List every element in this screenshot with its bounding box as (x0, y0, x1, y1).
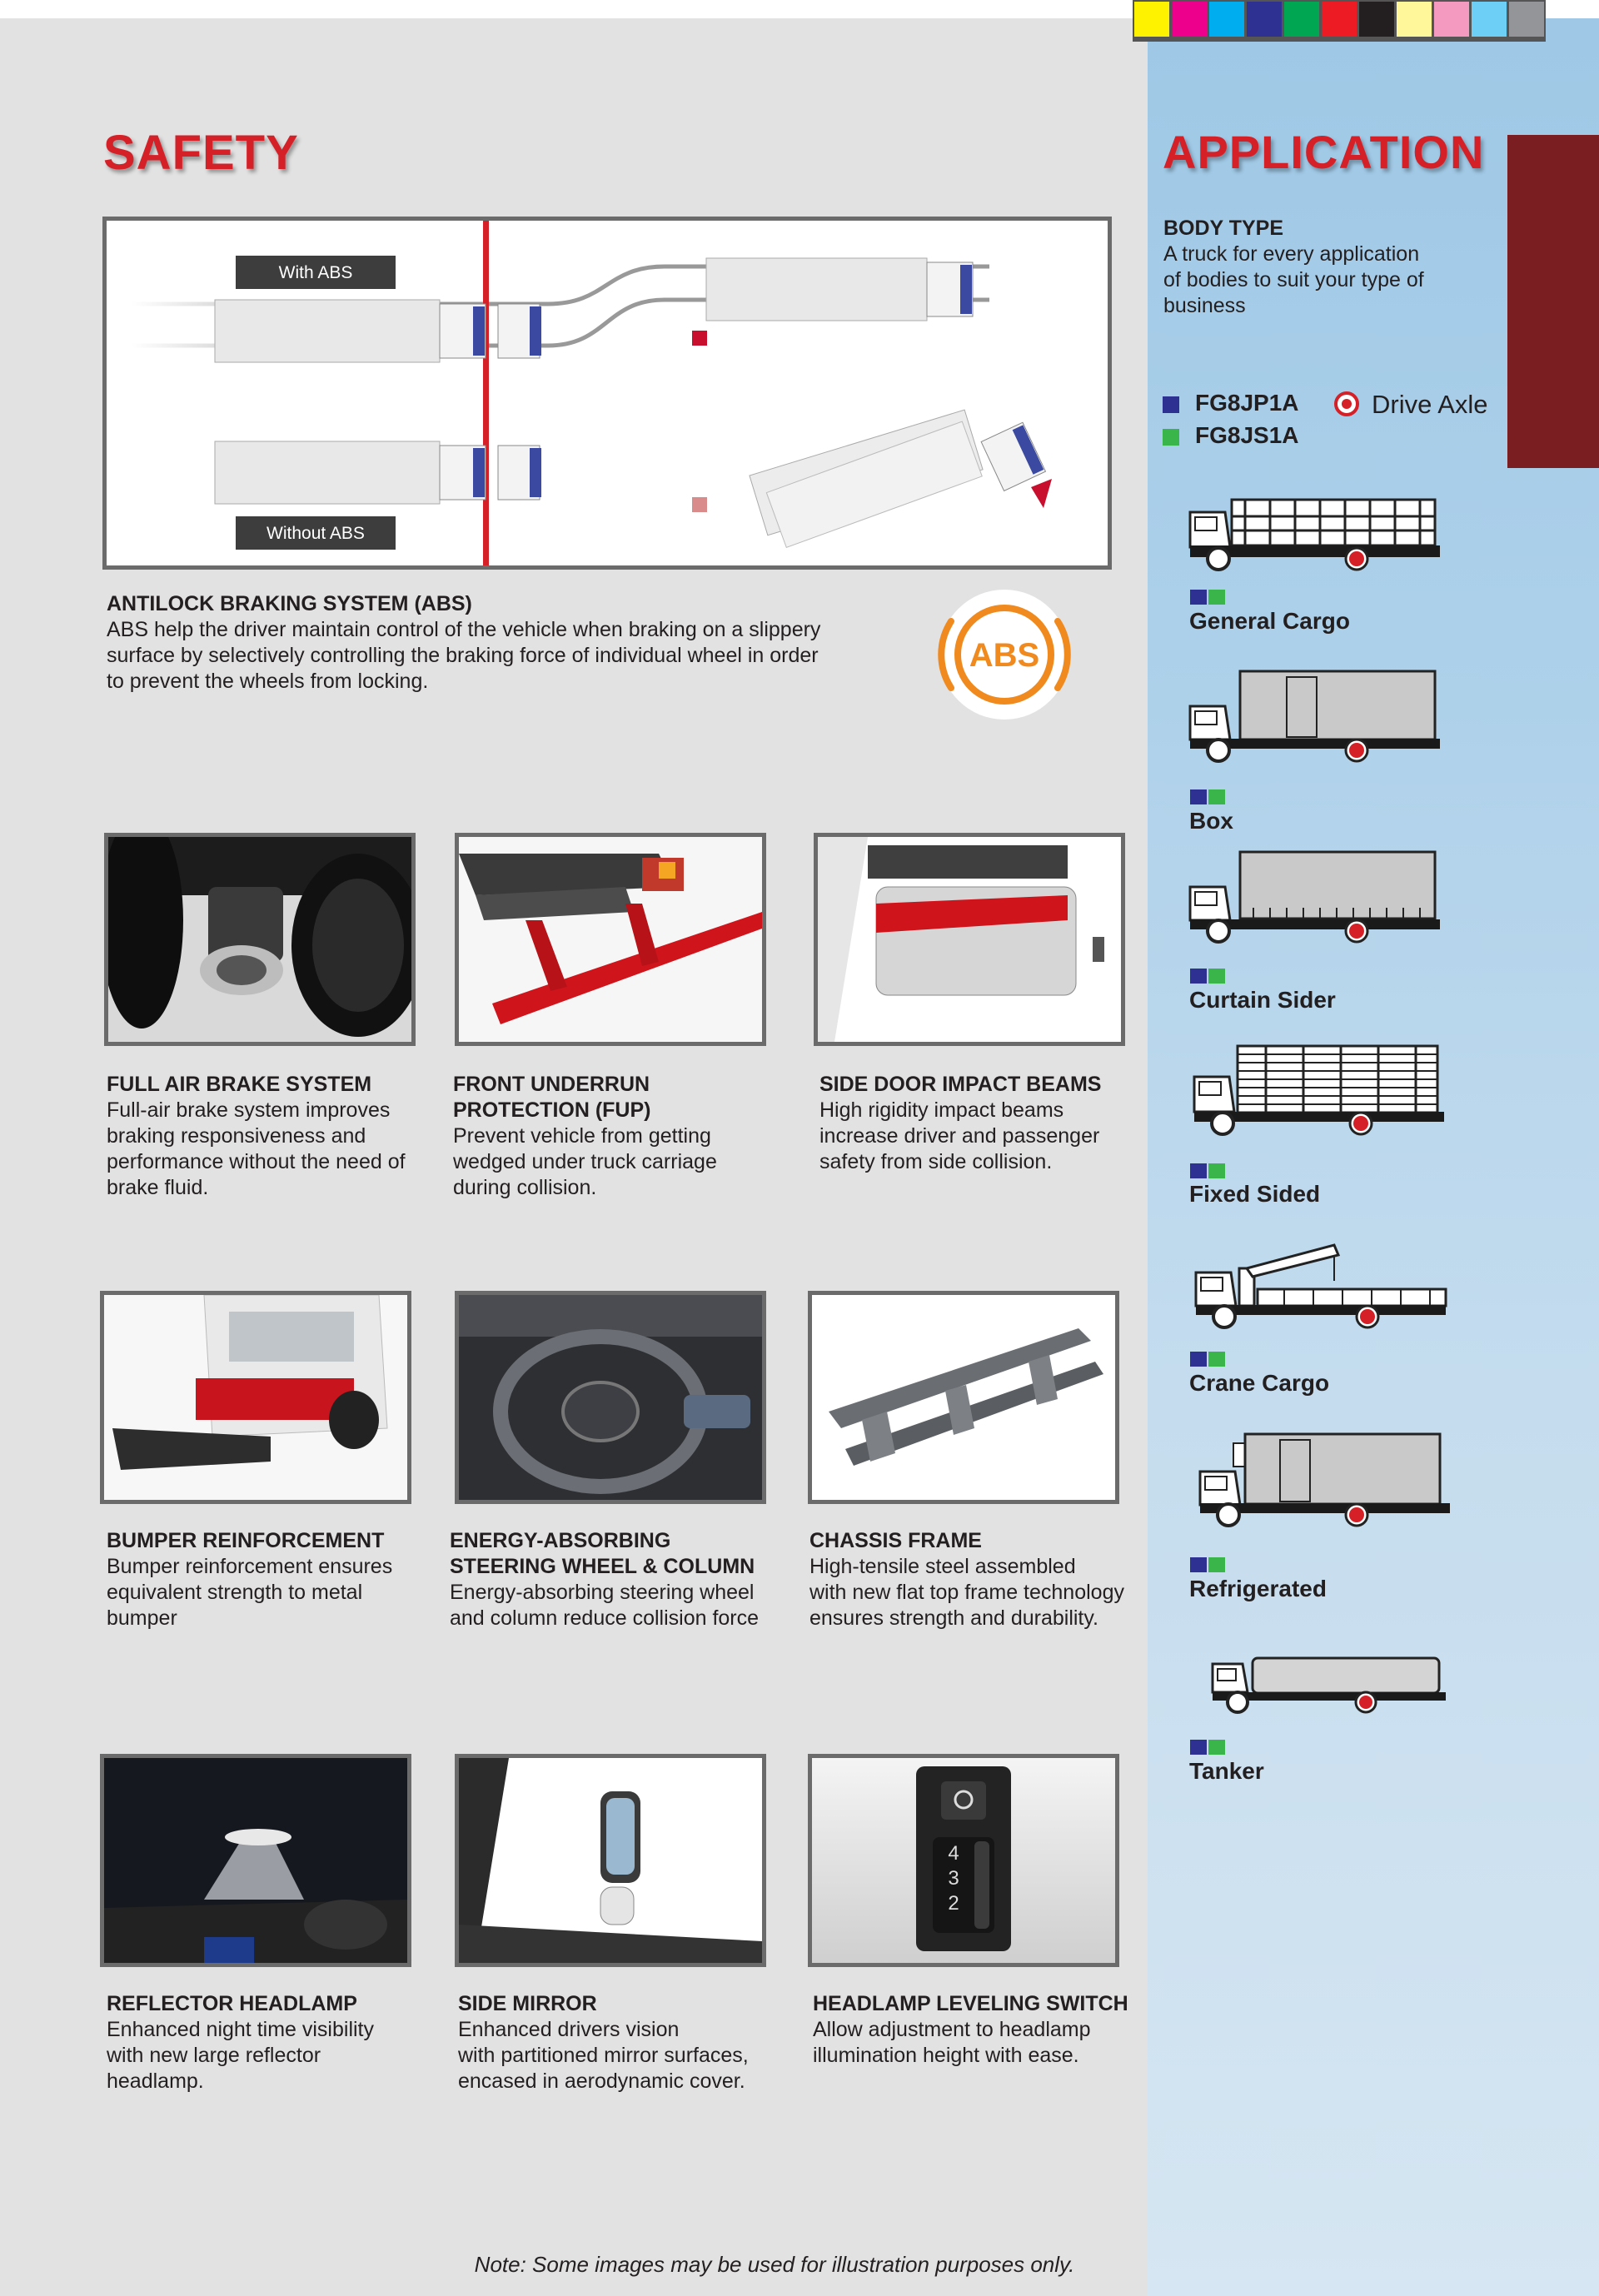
color-swatch (1434, 2, 1469, 37)
feature-title-fup: FRONT UNDERRUN (453, 1073, 650, 1096)
abs-badge-icon (931, 588, 1078, 721)
fg8jp1a-availability (1190, 789, 1207, 804)
color-swatch (1472, 2, 1507, 37)
body-type-line: of bodies to suit your type of (1163, 268, 1424, 291)
color-swatch (1509, 2, 1544, 37)
truck-top-2 (498, 304, 541, 358)
fg8js1a-availability (1208, 789, 1225, 804)
fg8jp1a-legend-label: FG8JP1A (1195, 390, 1299, 416)
truck-bottom-1 (215, 441, 486, 504)
refrigerated-truck-icon (1197, 1430, 1455, 1538)
feature-text: Enhanced night time visibility (107, 2018, 374, 2041)
fg8js1a-availability (1208, 1163, 1225, 1178)
general-cargo-truck-icon (1187, 496, 1445, 579)
full-air-brake-photo (104, 833, 416, 1046)
switch-number: 3 (948, 1867, 959, 1890)
feature-text: encased in aerodynamic cover. (458, 2069, 745, 2093)
feature-text: Prevent vehicle from getting (453, 1124, 711, 1148)
body-type-label: Crane Cargo (1189, 1370, 1330, 1396)
fg8js1a-availability (1208, 969, 1225, 984)
feature-text: Bumper reinforcement ensures (107, 1555, 393, 1578)
chassis-frame-photo (808, 1291, 1119, 1504)
feature-title-bumper: BUMPER REINFORCEMENT (107, 1529, 385, 1552)
feature-text: Enhanced drivers vision (458, 2018, 680, 2041)
with-abs-label: With ABS (278, 263, 353, 282)
front-underrun-photo (455, 833, 766, 1046)
disclaimer-note: Note: Some images may be used for illustration purposes only. (474, 2252, 1075, 2277)
curtain-sider-truck-icon (1187, 849, 1445, 954)
fg8js1a-legend-swatch (1163, 429, 1179, 446)
fg8js1a-availability (1208, 590, 1225, 605)
switch-number: 2 (948, 1892, 959, 1915)
body-type-line: A truck for every application (1163, 242, 1420, 266)
feature-text: wedged under truck carriage (453, 1150, 717, 1173)
feature-title-side-mirror: SIDE MIRROR (458, 1992, 597, 2015)
fg8jp1a-legend-swatch (1163, 396, 1179, 413)
feature-title-full-air-brake: FULL AIR BRAKE SYSTEM (107, 1073, 372, 1096)
drive-axle-label: Drive Axle (1372, 390, 1488, 419)
feature-text: ensures strength and durability. (809, 1606, 1098, 1630)
fg8js1a-availability (1208, 1352, 1225, 1367)
fixed-sided-truck-icon (1191, 1043, 1449, 1148)
crane-cargo-truck-icon (1193, 1243, 1451, 1339)
abs-title: ANTILOCK BRAKING SYSTEM (ABS) (107, 592, 472, 615)
body-type-label: Box (1189, 808, 1233, 834)
truck-top-1 (215, 300, 486, 362)
side-door-impact-photo (814, 833, 1125, 1046)
reflector-headlamp-photo (100, 1754, 411, 1967)
feature-title-fup-2: PROTECTION (FUP) (453, 1098, 651, 1122)
feature-title-headlamp-leveling: HEADLAMP LEVELING SWITCH (813, 1992, 1128, 2015)
body-type-heading: BODY TYPE (1163, 217, 1284, 240)
fg8js1a-availability (1208, 1740, 1225, 1755)
color-swatch (1172, 2, 1207, 37)
color-swatch (1397, 2, 1432, 37)
truck-bottom-2 (498, 446, 541, 500)
feature-text: High-tensile steel assembled (809, 1555, 1076, 1578)
feature-text: headlamp. (107, 2069, 204, 2093)
feature-text: with partitioned mirror surfaces, (458, 2044, 749, 2067)
feature-text: and column reduce collision force (450, 1606, 760, 1630)
application-title: APPLICATION (1163, 126, 1485, 178)
color-swatch (1359, 2, 1394, 37)
abs-line-1: ABS help the driver maintain control of the vehicle when braking on a slippery (107, 618, 821, 641)
side-mirror-photo (455, 1754, 766, 1967)
body-type-label: Fixed Sided (1189, 1181, 1321, 1207)
steering-wheel-photo (455, 1291, 766, 1504)
fg8jp1a-availability (1190, 1557, 1207, 1572)
headlamp-leveling-switch-photo (808, 1754, 1119, 1967)
body-type-label: Tanker (1189, 1758, 1264, 1784)
feature-text: Full-air brake system improves (107, 1098, 391, 1122)
body-type-label: General Cargo (1189, 608, 1350, 634)
safety-title: SAFETY (103, 126, 299, 180)
feature-text: bumper (107, 1606, 177, 1630)
feature-text: High rigidity impact beams (819, 1098, 1064, 1122)
feature-text: braking responsiveness and (107, 1124, 366, 1148)
color-swatch (1284, 2, 1319, 37)
fg8jp1a-availability (1190, 1163, 1207, 1178)
fg8jp1a-availability (1190, 1352, 1207, 1367)
feature-title-steering-2: STEERING WHEEL & COLUMN (450, 1555, 755, 1578)
feature-text: during collision. (453, 1176, 597, 1199)
feature-text: safety from side collision. (819, 1150, 1053, 1173)
feature-text: performance without the need of (107, 1150, 406, 1173)
color-swatch (1322, 2, 1357, 37)
tanker-truck-icon (1209, 1654, 1451, 1721)
fg8jp1a-availability (1190, 969, 1207, 984)
body-type-label: Refrigerated (1189, 1576, 1327, 1601)
abs-line-3: to prevent the wheels from locking. (107, 670, 429, 693)
box-truck-icon (1187, 669, 1445, 773)
fg8jp1a-availability (1190, 590, 1207, 605)
color-swatch (1247, 2, 1282, 37)
feature-text: Energy-absorbing steering wheel (450, 1581, 755, 1604)
switch-number: 4 (948, 1842, 959, 1865)
feature-text: with new flat top frame technology (809, 1581, 1124, 1604)
feature-title-side-door: SIDE DOOR IMPACT BEAMS (819, 1073, 1102, 1096)
feature-text: illumination height with ease. (813, 2044, 1079, 2067)
color-swatch (1134, 2, 1169, 37)
drive-axle-icon (1333, 391, 1360, 417)
abs-line-2: surface by selectively controlling the braking force of individual wheel in order (107, 644, 819, 667)
without-abs-label: Without ABS (266, 524, 365, 543)
feature-text: brake fluid. (107, 1176, 209, 1199)
color-swatch (1209, 2, 1244, 37)
body-type-label: Curtain Sider (1189, 987, 1336, 1013)
feature-text: increase driver and passenger (819, 1124, 1100, 1148)
feature-title-steering: ENERGY-ABSORBING (450, 1529, 671, 1552)
feature-title-chassis: CHASSIS FRAME (809, 1529, 982, 1552)
bumper-photo (100, 1291, 411, 1504)
abs-badge-text: ABS (969, 637, 1040, 674)
registration-color-bar (1133, 0, 1546, 42)
feature-text: Allow adjustment to headlamp (813, 2018, 1091, 2041)
fg8js1a-legend-label: FG8JS1A (1195, 422, 1299, 448)
truck-top-3 (706, 258, 973, 321)
fg8jp1a-availability (1190, 1740, 1207, 1755)
body-type-line: business (1163, 294, 1246, 317)
feature-text: equivalent strength to metal (107, 1581, 363, 1604)
maroon-side-tab (1507, 135, 1599, 468)
feature-title-reflector: REFLECTOR HEADLAMP (107, 1992, 357, 2015)
fg8js1a-availability (1208, 1557, 1225, 1572)
feature-text: with new large reflector (107, 2044, 321, 2067)
abs-diagram (102, 217, 1112, 570)
